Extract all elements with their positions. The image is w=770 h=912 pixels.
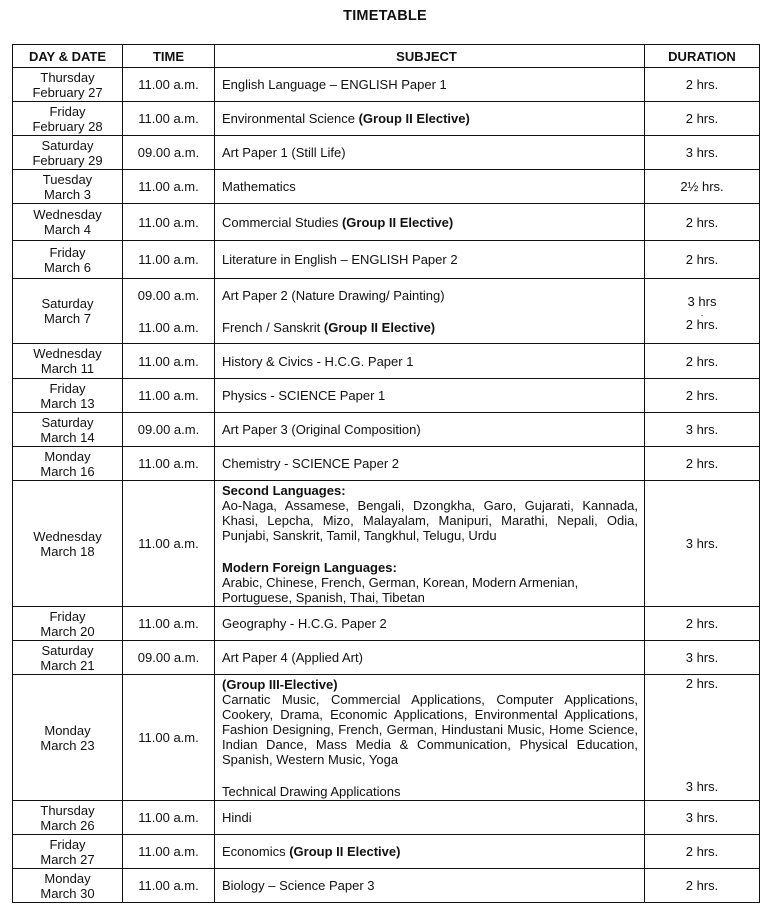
day-date-cell [13,102,123,136]
date: March 11 [40,361,95,376]
day: Saturday [41,414,94,430]
day: Friday [49,836,86,852]
extra-subject: Technical Drawing Applications [222,783,401,799]
subject: Biology – Science Paper 3 [222,878,375,893]
table-row-languages [13,481,760,607]
day-date-cell [13,413,123,447]
spacer [222,767,638,784]
day-date-cell [13,170,123,204]
day: Saturday [41,137,94,153]
duration-cell: 3 hrs. [645,801,760,835]
subject: Art Paper 2 (Nature Drawing/ Painting) [222,287,445,303]
day: Friday [49,380,86,396]
table-row [13,379,760,413]
time-cell: 11.00 a.m. [123,481,215,607]
duration-cell: 3 hrs. [645,136,760,170]
time-cell: 09.00 a.m. [123,641,215,675]
day: Friday [49,608,86,624]
duration-cell: 3 hrs. [645,413,760,447]
time-cell: 11.00 a.m. [123,102,215,136]
day-date-cell [13,204,123,241]
table-row [13,641,760,675]
session-subject [222,279,638,311]
day-date-cell [13,607,123,641]
foreign-languages-list: Arabic, Chinese, French, German, Korean, Modern Armenian, Portuguese, Spanish, Thai, Tibetan [222,574,579,605]
subject: Art Paper 3 (Original Composition) [222,422,421,437]
duration-cell: 3 hrs. [645,481,760,607]
time-cell: 09.00 a.m. [123,136,215,170]
subject-cell [215,68,645,102]
day-date-cell [13,869,123,903]
page-title: TIMETABLE [343,8,427,24]
date: February 28 [32,118,103,134]
subject: Hindi [222,810,252,825]
table-row [13,136,760,170]
table-row [13,68,760,102]
day-date-cell [13,241,123,279]
day: Saturday [41,642,94,658]
table-header-row [13,45,760,68]
time-cell: 11.00 a.m. [123,344,215,379]
date: March 30 [40,885,95,901]
duration-cell: 2 hrs. [645,869,760,903]
time-cell: 11.00 a.m. [123,170,215,204]
day: Monday [44,722,91,738]
subject: Commercial Studies [222,214,342,230]
date: March 7 [44,311,91,326]
session-time: 09.00 a.m. [137,287,200,303]
date: March 16 [40,463,95,479]
duration-cell [645,279,760,344]
session-subject [222,311,638,343]
duration-cell: 2 hrs. [645,379,760,413]
table-row [13,869,760,903]
table-row [13,102,760,136]
subject-cell [215,379,645,413]
duration-cell [645,675,760,801]
duration-cell: 2 hrs. [645,102,760,136]
day: Friday [49,244,86,260]
day-date-cell [13,835,123,869]
subject-cell [215,869,645,903]
duration-cell: 3 hrs. [645,641,760,675]
day: Wednesday [33,207,102,222]
duration-cell: 2 hrs. [645,447,760,481]
subject: Geography - H.C.G. Paper 2 [222,616,387,631]
session-duration: 3 hrs [687,294,717,309]
date: March 6 [44,259,91,275]
time-cell: 11.00 a.m. [123,869,215,903]
subject-cell [215,675,645,801]
day-date-cell [13,801,123,835]
day: Monday [44,448,91,464]
column-header-day-date: DAY & DATE [13,45,123,68]
day: Thursday [40,69,95,85]
day-date-cell [13,68,123,102]
group-iii-subjects: Carnatic Music, Commercial Applications, Computer Applications, Cookery, Drama, Economic Applications, Environmental Applications, Fashion Designing, French, German, Hindustani Music, Home Science, Indian Dance, Mass Media & Communication, Physical Education, Spanish, Western Music, Yoga [222,691,638,767]
table-row [13,835,760,869]
date: March 26 [40,817,95,833]
date: February 27 [32,84,103,100]
subject-cell [215,170,645,204]
subject-elective: (Group II Elective) [323,319,436,335]
date: March 13 [40,395,95,411]
subject-cell [215,241,645,279]
duration-cell: 2 hrs. [645,607,760,641]
date: March 14 [40,429,95,445]
table-row [13,344,760,379]
subject-cell [215,607,645,641]
second-languages-list: Ao-Naga, Assamese, Bengali, Dzongkha, Garo, Gujarati, Kannada, Khasi, Lepcha, Mizo, Malayalam, Manipuri, Marathi, Nepali, Odia, Punjabi, Sanskrit, Tamil, Tangkhul, Telugu, Urdu [222,497,638,543]
subject: History & Civics - H.C.G. Paper 1 [222,353,414,369]
subject-cell [215,447,645,481]
time-cell: 11.00 a.m. [123,447,215,481]
day-date-cell [13,379,123,413]
subject: Art Paper 1 (Still Life) [222,145,346,160]
time-cell: 11.00 a.m. [123,241,215,279]
spacer [222,543,638,560]
date: March 27 [40,851,95,867]
subject-elective: (Group II Elective) [358,111,470,126]
day: Wednesday [33,346,102,361]
foreign-languages-heading: Modern Foreign Languages: [222,559,397,575]
subject-cell [215,481,645,607]
table-row [13,447,760,481]
duration-cell: 2 hrs. [645,344,760,379]
duration-cell: 2½ hrs. [645,170,760,204]
table-row [13,413,760,447]
subject: English Language – ENGLISH Paper 1 [222,77,447,92]
extra-duration: 3 hrs. [685,779,719,794]
duration-cell: 2 hrs. [645,68,760,102]
time-cell: 11.00 a.m. [123,204,215,241]
table-row [13,801,760,835]
day-date-cell [13,481,123,607]
time-cell: 11.00 a.m. [123,607,215,641]
table-row-group-iii [13,675,760,801]
subject: Chemistry - SCIENCE Paper 2 [222,456,399,471]
day: Thursday [40,802,95,818]
subject: Physics - SCIENCE Paper 1 [222,388,386,403]
date: March 23 [40,737,95,753]
subject-cell [215,801,645,835]
time-cell: 11.00 a.m. [123,68,215,102]
day: Friday [49,103,86,119]
date: March 18 [40,543,95,559]
second-languages-heading: Second Languages: [222,482,346,498]
table-row-multi-session [13,279,760,344]
day: Saturday [41,296,94,311]
subject-cell [215,204,645,241]
group-iii-heading: (Group III-Elective) [222,676,338,692]
subject-cell [215,641,645,675]
time-cell: 11.00 a.m. [123,835,215,869]
subject-cell [215,102,645,136]
session-duration: 2 hrs. [685,317,719,332]
date: March 20 [40,623,95,639]
subject: Economics [222,844,290,859]
subject-elective: (Group II Elective) [341,214,454,230]
session-time: 11.00 a.m. [138,319,199,335]
group-iii-duration: 2 hrs. [685,676,719,691]
day-date-cell [13,447,123,481]
day-date-cell [13,641,123,675]
day-date-cell [13,344,123,379]
subject: Literature in English – ENGLISH Paper 2 [222,252,458,267]
timetable [12,44,760,903]
subject-cell [215,136,645,170]
table-row [13,170,760,204]
table-row [13,204,760,241]
date: March 4 [44,222,91,237]
subject: Environmental Science [222,111,359,126]
duration-cell: 2 hrs. [645,204,760,241]
table-row [13,241,760,279]
time-cell: 11.00 a.m. [123,801,215,835]
duration-separator: . [700,308,704,318]
day: Monday [44,870,91,886]
column-header-time: TIME [123,45,215,68]
time-cell: 11.00 a.m. [123,675,215,801]
subject: Art Paper 4 (Applied Art) [222,650,363,665]
subject-cell [215,344,645,379]
column-header-duration: DURATION [645,45,760,68]
duration-cell: 2 hrs. [645,835,760,869]
day-date-cell [13,279,123,344]
duration-cell: 2 hrs. [645,241,760,279]
table-row [13,607,760,641]
time-cell [123,279,215,344]
day-date-cell [13,136,123,170]
subject-cell [215,413,645,447]
subject-cell [215,279,645,344]
column-header-subject: SUBJECT [215,45,645,68]
date: March 3 [44,186,91,202]
day-date-cell [13,675,123,801]
subject-elective: (Group II Elective) [289,844,401,859]
time-cell: 11.00 a.m. [123,379,215,413]
day: Wednesday [33,528,102,544]
subject-cell [215,835,645,869]
time-cell: 09.00 a.m. [123,413,215,447]
date: February 29 [32,152,103,168]
date: March 21 [40,657,95,673]
subject: Mathematics [222,179,296,194]
day: Tuesday [42,171,93,187]
subject: French / Sanskrit [222,319,321,335]
